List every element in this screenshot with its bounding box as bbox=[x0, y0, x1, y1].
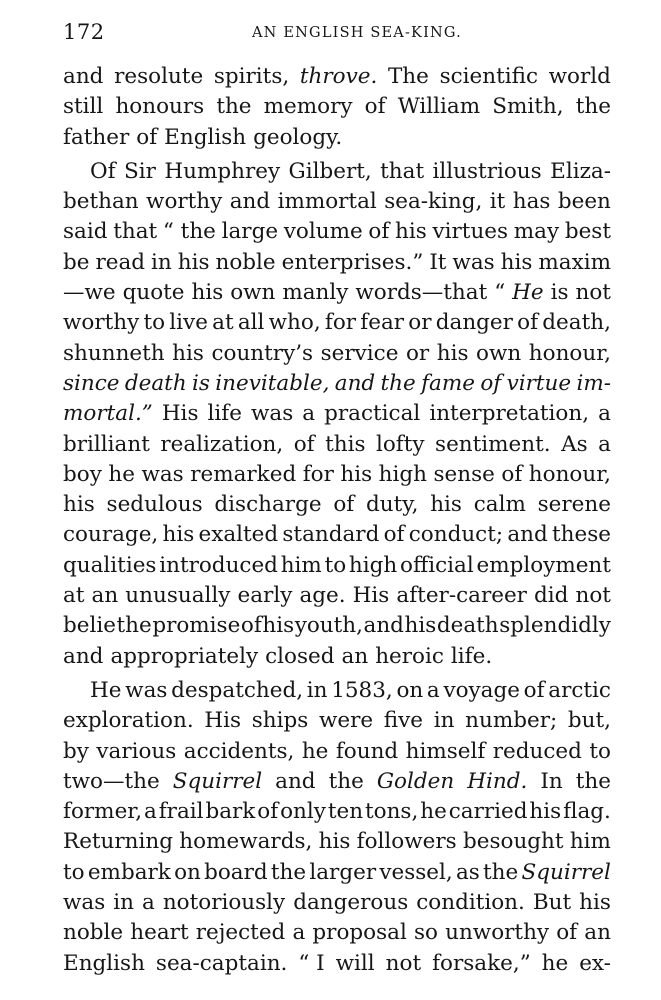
word: read bbox=[95, 249, 146, 275]
word: number; bbox=[465, 708, 558, 734]
word: danger bbox=[435, 310, 513, 336]
word: not bbox=[575, 583, 611, 609]
text-line bbox=[63, 611, 611, 641]
italic-word: fame bbox=[421, 370, 475, 396]
text-line bbox=[63, 949, 611, 979]
word: who, bbox=[268, 310, 321, 336]
word: William bbox=[397, 94, 481, 120]
word: virtues bbox=[432, 219, 509, 245]
word: an bbox=[341, 643, 369, 669]
word: standard bbox=[282, 522, 380, 548]
word: of bbox=[383, 522, 405, 548]
word: and bbox=[363, 613, 404, 639]
word: scientific bbox=[439, 64, 538, 89]
word: of bbox=[368, 219, 390, 245]
word: arctic bbox=[548, 677, 611, 703]
text-line bbox=[63, 92, 611, 122]
word: heroic bbox=[375, 643, 444, 669]
word: maxim bbox=[538, 249, 611, 275]
word: But bbox=[532, 890, 572, 916]
text-line bbox=[63, 858, 611, 888]
word: reduced bbox=[492, 738, 582, 764]
word: found bbox=[335, 738, 399, 764]
word: fear bbox=[360, 310, 405, 336]
word: noble bbox=[215, 249, 276, 275]
word: that bbox=[113, 219, 158, 245]
word: and bbox=[229, 189, 271, 215]
word: and bbox=[63, 643, 104, 669]
word: former, bbox=[63, 799, 143, 825]
word: despatched, bbox=[171, 677, 304, 703]
word: the bbox=[575, 94, 611, 120]
word: this bbox=[325, 431, 366, 457]
word: a bbox=[598, 431, 611, 457]
word: the bbox=[483, 859, 519, 885]
word: The bbox=[387, 64, 429, 89]
word: courage, bbox=[63, 522, 159, 548]
word: exalted bbox=[198, 522, 279, 548]
word: notoriously bbox=[162, 890, 286, 916]
text-line bbox=[63, 248, 611, 278]
word: memory bbox=[263, 94, 353, 120]
word: frail bbox=[158, 799, 204, 825]
word: to bbox=[589, 738, 611, 764]
text-line bbox=[63, 278, 611, 308]
word: high bbox=[348, 552, 398, 578]
word: conduct; bbox=[408, 522, 504, 548]
word: will bbox=[335, 950, 375, 976]
word: he bbox=[301, 738, 329, 764]
word: splendidly bbox=[499, 613, 611, 639]
word: not bbox=[385, 950, 422, 976]
text-line bbox=[63, 551, 611, 581]
word: It bbox=[429, 249, 447, 275]
italic-word: and bbox=[334, 370, 376, 396]
word: sense bbox=[433, 461, 495, 487]
word: spirits, bbox=[213, 64, 290, 89]
text-line bbox=[63, 430, 611, 460]
word: all bbox=[237, 310, 265, 336]
text-line bbox=[63, 62, 611, 92]
word: an bbox=[91, 583, 119, 609]
word: in bbox=[433, 708, 455, 734]
word: the bbox=[575, 768, 611, 794]
italic-word: death bbox=[124, 370, 187, 396]
word: his bbox=[262, 613, 295, 639]
word: did bbox=[534, 583, 569, 609]
word: his bbox=[191, 280, 224, 306]
word: him bbox=[569, 829, 611, 855]
word: life bbox=[207, 401, 242, 427]
word: own bbox=[476, 340, 522, 366]
text-line bbox=[63, 308, 611, 338]
word: practical bbox=[324, 401, 421, 427]
word: his bbox=[529, 799, 562, 825]
word: youth, bbox=[294, 613, 363, 639]
word: a bbox=[302, 401, 316, 427]
word: In bbox=[540, 768, 563, 794]
word: still bbox=[63, 94, 104, 120]
word: of bbox=[523, 677, 545, 703]
word: at bbox=[63, 583, 85, 609]
word: official bbox=[400, 552, 474, 578]
text-line bbox=[63, 157, 611, 187]
word: a bbox=[143, 799, 157, 825]
word: His bbox=[352, 583, 390, 609]
word: various bbox=[96, 738, 177, 764]
word: a bbox=[426, 677, 440, 703]
word: death bbox=[436, 613, 499, 639]
text-line bbox=[63, 706, 611, 736]
text-line bbox=[63, 642, 611, 672]
word: honour, bbox=[528, 340, 611, 366]
word: it bbox=[489, 189, 506, 215]
text-line bbox=[63, 369, 611, 399]
page-number: 172 bbox=[63, 20, 105, 44]
word: his bbox=[172, 340, 204, 366]
body-text bbox=[63, 62, 611, 979]
word: best bbox=[564, 219, 611, 245]
word: unworthy bbox=[445, 920, 550, 946]
word: only bbox=[280, 799, 326, 825]
word: honours bbox=[115, 94, 205, 120]
word: employment bbox=[476, 552, 611, 578]
word: was bbox=[63, 890, 106, 916]
word: life. bbox=[450, 643, 493, 669]
word: English bbox=[164, 124, 247, 150]
text-line bbox=[63, 460, 611, 490]
word: country’s bbox=[211, 340, 314, 366]
word: of bbox=[257, 799, 279, 825]
word: age. bbox=[299, 583, 346, 609]
word: homewards, bbox=[179, 829, 313, 855]
word: sentiment. bbox=[435, 431, 551, 457]
word: not bbox=[575, 280, 611, 306]
word: an bbox=[584, 920, 611, 946]
word: embark bbox=[87, 859, 171, 885]
word: duty, bbox=[366, 492, 419, 518]
word: His bbox=[161, 401, 199, 427]
word: “ I bbox=[298, 950, 325, 976]
word: were bbox=[318, 708, 374, 734]
text-line bbox=[63, 123, 611, 153]
word: for bbox=[302, 461, 334, 487]
word: or bbox=[408, 310, 432, 336]
word: promise bbox=[152, 613, 241, 639]
word: bark bbox=[205, 799, 256, 825]
word: at bbox=[212, 310, 234, 336]
text-line bbox=[63, 918, 611, 948]
word: dangerous bbox=[293, 890, 409, 916]
word: his bbox=[63, 492, 95, 518]
text-line bbox=[63, 767, 611, 797]
running-head bbox=[63, 20, 611, 46]
text-line bbox=[63, 339, 611, 369]
word: he bbox=[420, 799, 447, 825]
text-line bbox=[63, 399, 611, 429]
word: Smith, bbox=[492, 94, 564, 120]
word: “ bbox=[494, 280, 506, 306]
word: words—that bbox=[355, 280, 488, 306]
italic-word: Golden bbox=[376, 768, 455, 794]
word: been bbox=[557, 189, 611, 215]
word: noble bbox=[63, 920, 124, 946]
word: in bbox=[113, 890, 134, 916]
word: forsake,” bbox=[432, 950, 531, 976]
word: ten bbox=[327, 799, 364, 825]
word: a bbox=[292, 920, 306, 946]
word: honour, bbox=[528, 461, 611, 487]
word: and bbox=[63, 64, 104, 89]
word: bethan bbox=[63, 189, 139, 215]
running-title: AN ENGLISH SEA-KING. bbox=[252, 25, 462, 41]
word: serene bbox=[537, 492, 611, 518]
italic-word: Hind. bbox=[467, 768, 528, 794]
word: flag. bbox=[563, 799, 611, 825]
word: board bbox=[204, 859, 268, 885]
word: two—the bbox=[63, 768, 160, 794]
word: after-career bbox=[396, 583, 527, 609]
word: is bbox=[550, 280, 569, 306]
italic-word: Squirrel bbox=[521, 859, 611, 885]
word: geology. bbox=[253, 124, 343, 150]
italic-word: of bbox=[480, 370, 502, 396]
word: a bbox=[598, 401, 611, 427]
word: of bbox=[556, 920, 578, 946]
word: he bbox=[108, 461, 135, 487]
word: of bbox=[364, 94, 386, 120]
word: himself bbox=[405, 738, 486, 764]
text-line bbox=[63, 797, 611, 827]
word: English bbox=[63, 950, 145, 976]
word: father bbox=[63, 124, 130, 150]
word: introduced bbox=[159, 552, 278, 578]
word: the bbox=[270, 859, 307, 885]
word: rejected bbox=[195, 920, 286, 946]
word: calm bbox=[473, 492, 526, 518]
word: his bbox=[318, 829, 351, 855]
word: shunneth bbox=[63, 340, 165, 366]
word: qualities bbox=[63, 552, 157, 578]
word: realization, bbox=[160, 431, 284, 457]
word: him bbox=[280, 552, 322, 578]
word: lofty bbox=[375, 431, 425, 457]
word: large bbox=[221, 219, 279, 245]
word: his bbox=[395, 219, 427, 245]
word: was bbox=[452, 249, 495, 275]
word: voyage bbox=[443, 677, 520, 703]
word: sea-captain. bbox=[155, 950, 288, 976]
word: his bbox=[500, 249, 533, 275]
word: was bbox=[250, 401, 294, 427]
italic-word: mortal.” bbox=[63, 401, 153, 427]
word: illustrious bbox=[432, 158, 542, 184]
word: and bbox=[507, 522, 548, 548]
italic-word: im- bbox=[576, 370, 611, 396]
word: As bbox=[561, 431, 588, 457]
italic-word: throve. bbox=[299, 64, 378, 89]
word: tons, bbox=[364, 799, 419, 825]
word: as bbox=[455, 859, 480, 885]
word: belie bbox=[63, 613, 116, 639]
word: Eliza- bbox=[550, 158, 611, 184]
word: brilliant bbox=[63, 431, 150, 457]
word: worthy bbox=[63, 310, 140, 336]
word: may bbox=[513, 219, 560, 245]
word: high bbox=[378, 461, 427, 487]
word: but, bbox=[567, 708, 611, 734]
word: resolute bbox=[114, 64, 204, 89]
word: his bbox=[162, 522, 195, 548]
word: his bbox=[436, 340, 469, 366]
word: service bbox=[320, 340, 399, 366]
word: 1583, bbox=[331, 677, 393, 703]
word: the bbox=[328, 768, 364, 794]
word: accidents, bbox=[183, 738, 295, 764]
word: boy bbox=[63, 461, 102, 487]
word: ships bbox=[251, 708, 309, 734]
word: Returning bbox=[63, 829, 174, 855]
word: carried bbox=[448, 799, 528, 825]
word: of bbox=[293, 431, 315, 457]
word: heart bbox=[130, 920, 189, 946]
word: worthy bbox=[146, 189, 223, 215]
word: death, bbox=[542, 310, 611, 336]
word: discharge bbox=[214, 492, 322, 518]
word: early bbox=[237, 583, 293, 609]
word: and bbox=[275, 768, 316, 794]
word: of bbox=[136, 124, 158, 150]
text-line bbox=[63, 827, 611, 857]
italic-word: virtue bbox=[506, 370, 572, 396]
word: immortal bbox=[277, 189, 377, 215]
word: of bbox=[501, 461, 523, 487]
word: world bbox=[548, 64, 611, 89]
word: in bbox=[306, 677, 328, 703]
word: the bbox=[216, 94, 252, 120]
word: his bbox=[404, 613, 437, 639]
word: of bbox=[240, 613, 262, 639]
word: was bbox=[125, 677, 168, 703]
word: interpretation, bbox=[429, 401, 590, 427]
word: his bbox=[579, 890, 611, 916]
word: Gilbert, bbox=[288, 158, 372, 184]
word: condition. bbox=[416, 890, 525, 916]
word: “ the bbox=[162, 219, 216, 245]
text-line bbox=[63, 520, 611, 550]
italic-word: He bbox=[512, 280, 544, 306]
word: sedulous bbox=[106, 492, 203, 518]
word: a bbox=[142, 890, 155, 916]
text-line bbox=[63, 490, 611, 520]
word: Sir bbox=[124, 158, 156, 184]
word: volume bbox=[283, 219, 363, 245]
italic-word: is bbox=[192, 370, 210, 396]
word: on bbox=[174, 859, 201, 885]
word: these bbox=[552, 522, 611, 548]
word: appropriately bbox=[110, 643, 259, 669]
word: his bbox=[340, 461, 373, 487]
word: followers bbox=[356, 829, 457, 855]
word: he bbox=[541, 950, 569, 976]
word: Of bbox=[90, 158, 116, 184]
word: so bbox=[413, 920, 438, 946]
word: ex- bbox=[579, 950, 611, 976]
word: be bbox=[63, 249, 90, 275]
word: besought bbox=[462, 829, 564, 855]
text-line bbox=[63, 581, 611, 611]
word: was bbox=[141, 461, 184, 487]
word: the bbox=[116, 613, 152, 639]
word: remarked bbox=[190, 461, 297, 487]
word: has bbox=[512, 189, 551, 215]
word: by bbox=[63, 738, 89, 764]
word: to bbox=[143, 310, 166, 336]
text-line bbox=[63, 676, 611, 706]
word: exploration. bbox=[63, 708, 194, 734]
text-line bbox=[63, 187, 611, 217]
word: He bbox=[90, 677, 122, 703]
italic-word: the bbox=[380, 370, 416, 396]
word: his bbox=[430, 492, 462, 518]
word: live bbox=[169, 310, 208, 336]
word: on bbox=[396, 677, 424, 703]
word: vessel, bbox=[379, 859, 453, 885]
word: Humphrey bbox=[164, 158, 281, 184]
word: to bbox=[324, 552, 347, 578]
text-line bbox=[63, 737, 611, 767]
word: larger bbox=[309, 859, 377, 885]
word: unusually bbox=[125, 583, 231, 609]
word: for bbox=[324, 310, 357, 336]
word: proposal bbox=[312, 920, 407, 946]
word: said bbox=[63, 219, 108, 245]
word: of bbox=[517, 310, 539, 336]
word: or bbox=[405, 340, 430, 366]
italic-word: since bbox=[63, 370, 120, 396]
word: five bbox=[383, 708, 424, 734]
word: closed bbox=[265, 643, 335, 669]
word: his bbox=[177, 249, 210, 275]
word: own bbox=[230, 280, 276, 306]
text-line bbox=[63, 217, 611, 247]
word: quote bbox=[122, 280, 185, 306]
word: to bbox=[63, 859, 85, 885]
word: of bbox=[333, 492, 355, 518]
text-line bbox=[63, 888, 611, 918]
word: that bbox=[380, 158, 425, 184]
word: sea-king, bbox=[384, 189, 483, 215]
italic-word: inevitable, bbox=[215, 370, 330, 396]
word: manly bbox=[282, 280, 349, 306]
word: His bbox=[204, 708, 242, 734]
word: in bbox=[151, 249, 172, 275]
word: —we bbox=[63, 280, 116, 306]
italic-word: Squirrel bbox=[172, 768, 263, 794]
word: enterprises.” bbox=[281, 249, 424, 275]
